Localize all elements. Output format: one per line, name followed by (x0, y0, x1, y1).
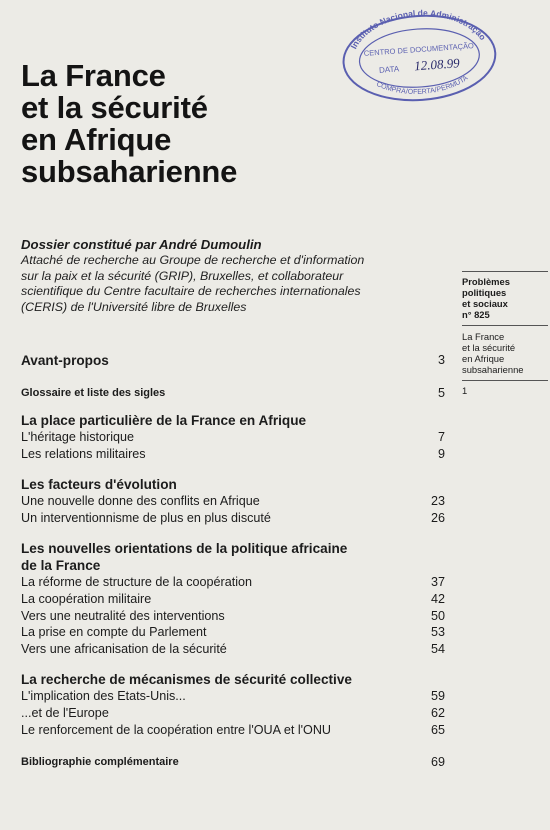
toc-page-number: 42 (430, 591, 445, 606)
title-line: subsaharienne (21, 154, 238, 189)
toc-entry-label: L'héritage historique (21, 430, 135, 444)
toc-entry[interactable] (21, 722, 445, 739)
toc-page-number: 37 (430, 575, 445, 590)
toc-section (21, 412, 445, 462)
library-stamp (335, 0, 504, 108)
toc-page-number: 3 (437, 353, 445, 367)
toc-page-number: 54 (430, 641, 445, 656)
sidebar-rule (462, 380, 548, 381)
heading-line: La recherche de mécanismes de sécurité collective (21, 672, 352, 688)
toc-entry-label: Les relations militaires (21, 446, 146, 461)
toc-entry[interactable] (21, 705, 445, 722)
heading-line: La place particulière de la France en Afrique (21, 413, 307, 428)
toc-entry-label: Le renforcement de la coopération entre l'OUA et l'ONU (21, 722, 332, 737)
toc-entry-label: La réforme de structure de la coopération (21, 575, 253, 590)
toc-entry-label: Avant-propos (21, 353, 109, 368)
toc-page-number: 7 (437, 430, 445, 444)
heading-line: de la France (21, 558, 101, 574)
page-number: 1 (462, 385, 468, 396)
toc-page-number: 50 (430, 608, 445, 623)
title-line: La France (21, 58, 166, 93)
toc-section-heading (21, 671, 445, 688)
toc-entry-label: Vers une neutralité des interventions (21, 608, 225, 623)
toc-avant-propos[interactable] (21, 352, 445, 369)
sidebar-rule (462, 325, 548, 326)
series-name (462, 276, 550, 309)
toc-entry-label: Vers une africanisation de la sécurité (21, 641, 227, 656)
toc-entry[interactable] (21, 624, 445, 641)
title-line: en Afrique (21, 122, 172, 157)
toc-bibliographie[interactable] (21, 755, 445, 769)
toc-page-number: 69 (430, 755, 445, 770)
dossier-line: sur la paix et la sécurité (GRIP), Bruxelles, et collaborateur (21, 268, 344, 283)
toc-entry-label: L'implication des Etats-Unis... (21, 689, 186, 704)
stamp-date-label: DATA (378, 64, 400, 75)
sidebar-rule (462, 271, 548, 272)
toc-page-number: 5 (437, 386, 445, 400)
toc-entry-label: Une nouvelle donne des conflits en Afrique (21, 494, 260, 509)
toc-entry[interactable] (21, 574, 445, 591)
toc-glossaire[interactable] (21, 386, 445, 400)
toc-page-number: 53 (430, 625, 445, 640)
dossier-heading: Dossier constitué par André Dumoulin (21, 237, 262, 252)
dossier-credits (21, 237, 421, 315)
toc-entry[interactable] (21, 493, 445, 510)
dossier-line: (CERIS) de l'Université libre de Bruxelles (21, 299, 247, 314)
issue-number: n° 825 (462, 309, 490, 320)
dossier-description (21, 253, 421, 315)
table-of-contents (21, 352, 445, 769)
toc-entry-label: Bibliographie complémentaire (21, 756, 179, 769)
stamp-center-line: CENTRO DE DOCUMENTAÇÃO (363, 41, 475, 58)
toc-section-heading (21, 540, 445, 574)
toc-entry[interactable] (21, 446, 445, 463)
toc-entry-label: La coopération militaire (21, 591, 152, 606)
toc-entry[interactable] (21, 591, 445, 608)
toc-section (21, 540, 445, 657)
toc-entry-label: Glossaire et liste des sigles (21, 387, 166, 399)
subtitle-line: et la sécurité (462, 342, 516, 353)
series-line: et sociaux (462, 298, 508, 309)
toc-section (21, 476, 445, 526)
toc-entry-label: ...et de l'Europe (21, 705, 109, 720)
toc-page-number: 62 (430, 705, 445, 720)
sidebar-subtitle (462, 331, 550, 375)
heading-line: Les facteurs d'évolution (21, 477, 177, 493)
series-sidebar (462, 271, 550, 396)
toc-entry[interactable] (21, 641, 445, 658)
toc-section (21, 671, 445, 738)
toc-section-heading (21, 476, 445, 493)
title-line: et la sécurité (21, 90, 208, 125)
toc-page-number: 9 (437, 446, 445, 461)
toc-entry[interactable] (21, 429, 445, 446)
series-line: Problèmes (462, 276, 510, 287)
toc-page-number: 23 (430, 494, 445, 509)
subtitle-line: en Afrique (462, 353, 505, 364)
dossier-line: scientifique du Centre facultaire de recherches internationales (21, 284, 361, 298)
dossier-line: Attaché de recherche au Groupe de recherche et d'information (21, 253, 365, 267)
toc-entry[interactable] (21, 688, 445, 705)
toc-entry-label: Un interventionnisme de plus en plus discuté (21, 510, 271, 525)
stamp-date-value: 12.08.99 (413, 55, 461, 74)
document-title (21, 60, 331, 188)
toc-page-number: 26 (430, 510, 445, 525)
toc-section-heading (21, 412, 445, 429)
series-line: politiques (462, 287, 507, 298)
subtitle-line: subsaharienne (462, 364, 524, 375)
stamp-ring-text: Instituto Nacional de Administração (348, 7, 488, 51)
toc-entry[interactable] (21, 510, 445, 527)
toc-page-number: 59 (430, 689, 445, 704)
toc-entry[interactable] (21, 608, 445, 625)
stamp-bottom-text: COMPRA/OFERTA/PERMUTA (375, 74, 470, 96)
toc-page-number: 65 (430, 722, 445, 737)
heading-line: Les nouvelles orientations de la politique africaine (21, 541, 348, 557)
subtitle-line: La France (462, 331, 505, 342)
toc-entry-label: La prise en compte du Parlement (21, 625, 207, 640)
